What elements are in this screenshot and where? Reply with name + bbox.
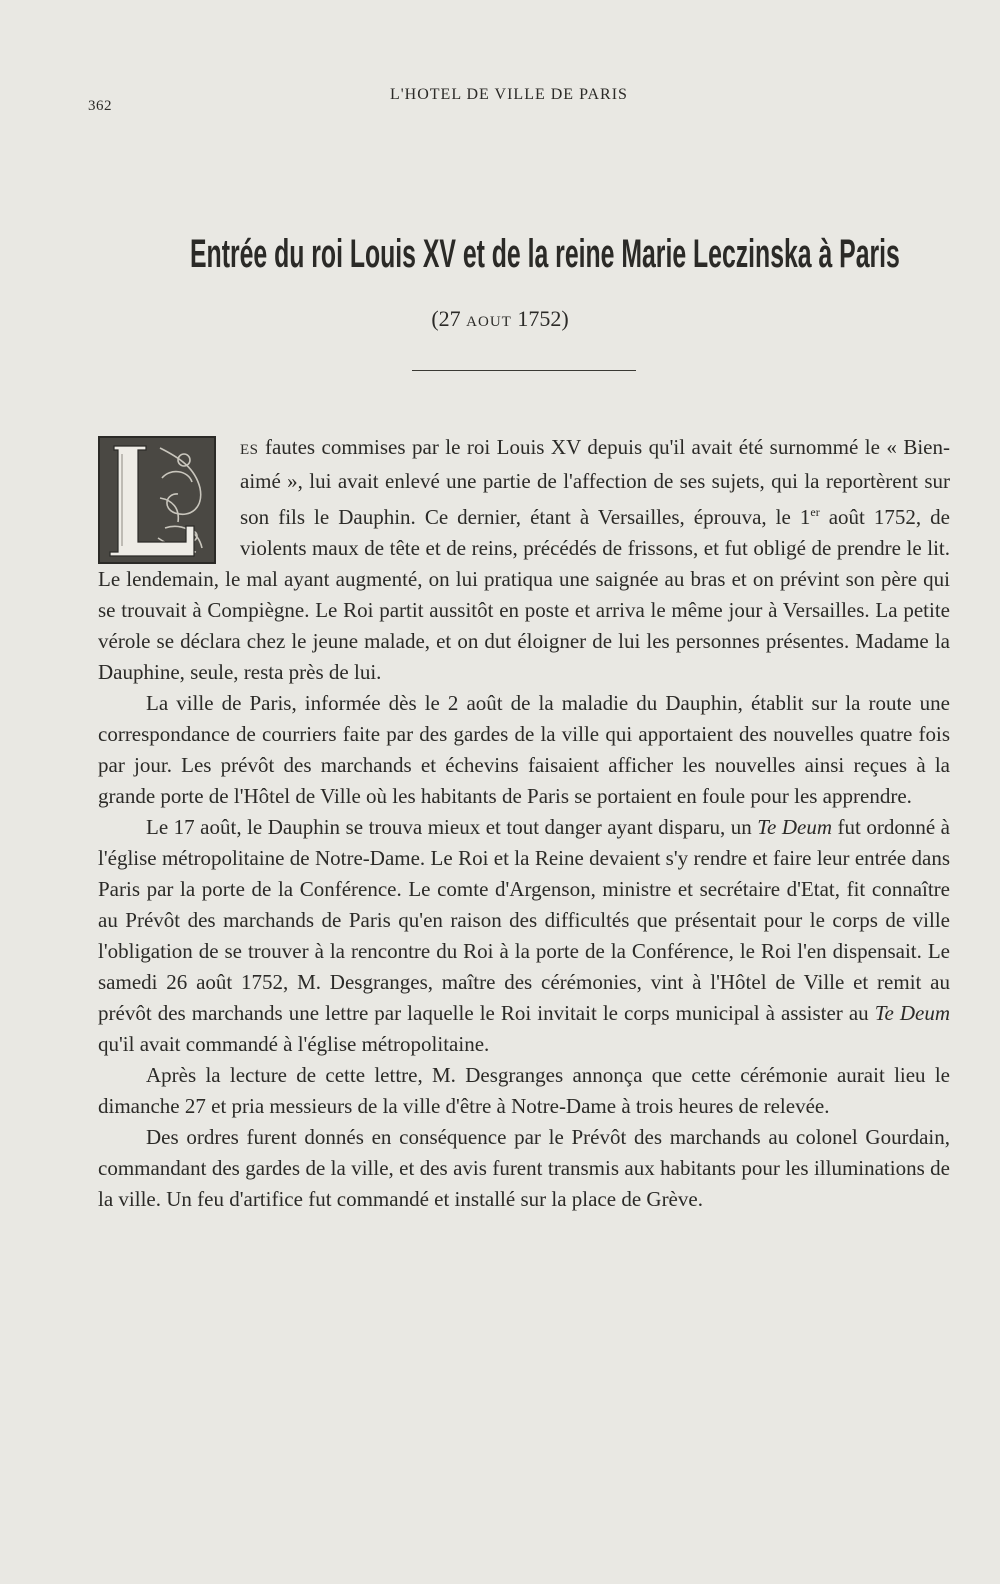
title-rule [412,370,636,371]
date-close: 1752) [511,306,569,331]
paragraph-2: La ville de Paris, informée dès le 2 août de la maladie du Dauphin, établit sur la route une correspondance de courriers faite par des gardes de la ville qui apportaient des nouvelles quatre fois par jour. Les prévôt des marchands et échevins faisaient afficher les nouvelles ainsi reçues à la grande porte de l'Hôtel de Ville où les habitants de Paris se portaient en foule pour les apprendre. [98,691,950,808]
paragraph-3-text-c: qu'il avait commandé à l'église métropolitaine. [98,1032,490,1056]
running-head [0,86,1000,114]
paragraph-1 [98,432,950,688]
running-title: L'HOTEL DE VILLE DE PARIS [390,86,628,103]
date-open: (27 [431,306,467,331]
dropcap-ornament-icon [100,438,214,562]
paragraph-4: Après la lecture de cette lettre, M. Desgranges annonça que cette cérémonie aurait lieu le dimanche 27 et pria messieurs de la ville d'être à Notre-Dame à trois heures de relevée. [98,1063,950,1118]
paragraph-1-text-a: fautes commises par le roi Louis XV depuis qu'il avait été surnommé le « Bien-aimé », lui avait enlevé une partie de l'affection de ses sujets, qui la reportèrent sur son fils le Dauphin. Ce dernier, étant à Versailles, éprouva, le 1 [240,435,950,529]
date-month: AOUT [466,314,512,330]
paragraph-3 [98,812,950,1060]
paragraph-1-text-b: août 1752, de violents maux de tête et de reins, précédés de frissons, et fut obligé de prendre le lit. Le lendemain, le mal ayant augmenté, on lui pratiqua une saignée au bras et on prévint son père qui se trouvait à Compiègne. Le Roi partit aussitôt en poste et arriva le même jour à Versailles. La petite vérole se déclara chez le jeune malade, et on dut éloigner de lui les personnes présentes. Madame la Dauphine, seule, resta près de lui. [98,505,950,684]
dropcap-continuation: ES [240,442,259,458]
superscript-er: er [810,505,820,519]
body-text [98,432,950,1215]
paragraph-5: Des ordres furent donnés en conséquence par le Prévôt des marchands au colonel Gourdain, commandant des gardes de la ville, et des avis furent transmis aux habitants pour les illuminations de la ville. Un feu d'artifice fut commandé et installé sur la place de Grève. [98,1125,950,1211]
paragraph-3-text-a: Le 17 août, le Dauphin se trouva mieux et tout danger ayant disparu, un [146,815,758,839]
chapter-title: Entrée du roi Louis XV et de la reine Marie Leczinska à Paris [190,232,900,276]
te-deum-2: Te Deum [874,1001,950,1025]
chapter-date [0,306,1000,332]
ornamental-dropcap [98,436,216,564]
te-deum-1: Te Deum [757,815,832,839]
page-number: 362 [88,98,112,114]
paragraph-3-text-b: fut ordonné à l'église métropolitaine de Notre-Dame. Le Roi et la Reine devaient s'y rendre et faire leur entrée dans Paris par la porte de la Conférence. Le comte d'Argenson, ministre et secrétaire d'Etat, fit connaître au Prévôt des marchands de Paris qu'en raison des difficultés que présentait pour le corps de ville l'obligation de se trouver à la rencontre du Roi à la porte de la Conférence, le Roi l'en dispensait. Le samedi 26 août 1752, M. Desgranges, maître des cérémonies, vint à l'Hôtel de Ville et remit au prévôt des marchands une lettre par laquelle le Roi invitait le corps municipal à assister au [98,815,950,1025]
